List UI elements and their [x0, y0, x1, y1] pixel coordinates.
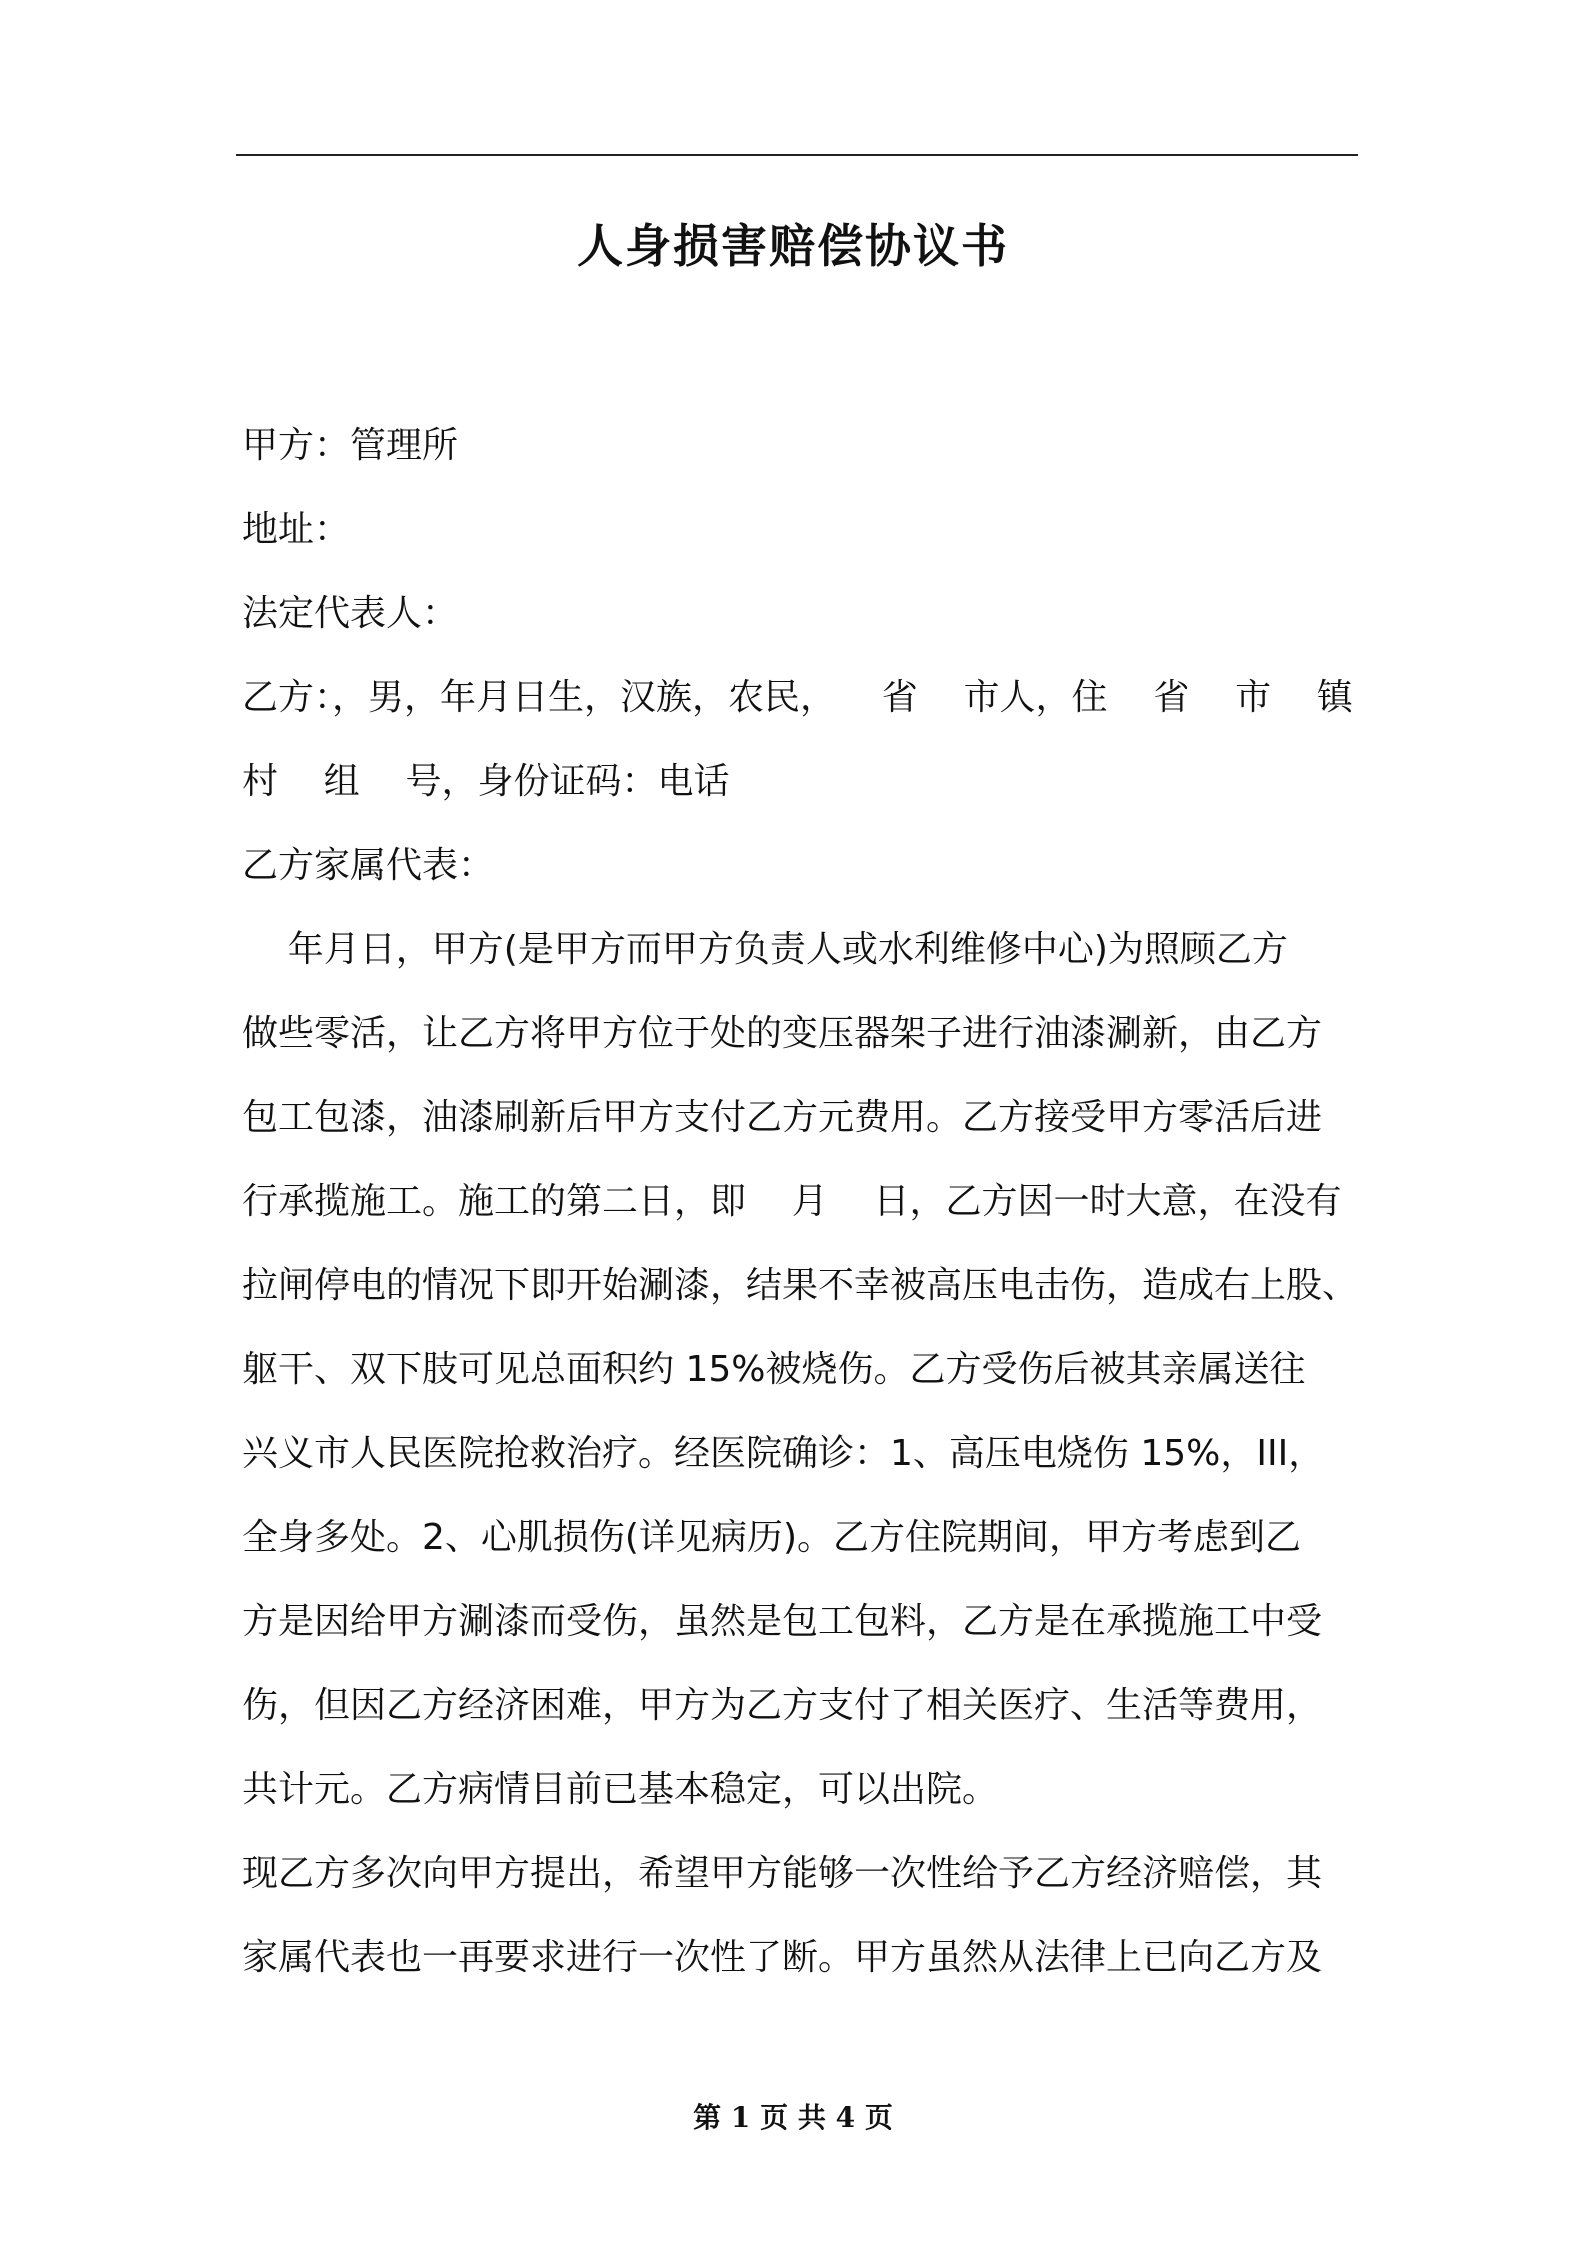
paragraph-line: 拉闸停电的情况下即开始涮漆，结果不幸被高压电击伤，造成右上股、 [242, 1265, 1359, 1306]
paragraph-line: 方是因给甲方涮漆而受伤，虽然是包工包料，乙方是在承揽施工中受 [242, 1601, 1323, 1642]
document-body [242, 404, 1359, 2000]
paragraph-line: 伤，但因乙方经济困难，甲方为乙方支付了相关医疗、生活等费用， [242, 1685, 1323, 1726]
legal-representative-line: 法定代表人： [242, 593, 459, 634]
header-rule [236, 154, 1358, 156]
paragraph-line: 做些零活，让乙方将甲方位于处的变压器架子进行油漆涮新，由乙方 [242, 1013, 1323, 1054]
page-number-footer: 第 1 页 共 4 页 [693, 2101, 893, 2134]
paragraph-line: 年月日，甲方(是甲方而甲方负责人或水利维修中心)为照顾乙方 [242, 929, 1288, 970]
paragraph-line: 家属代表也一再要求进行一次性了断。甲方虽然从法律上已向乙方及 [242, 1937, 1323, 1978]
party-b-family-line: 乙方家属代表： [242, 845, 495, 886]
paragraph-line: 全身多处。2、心肌损伤(详见病历)。乙方住院期间，甲方考虑到乙 [242, 1517, 1301, 1558]
document-title: 人身损害赔偿协议书 [577, 219, 1009, 273]
paragraph-line: 现乙方多次向甲方提出，希望甲方能够一次性给予乙方经济赔偿，其 [242, 1853, 1323, 1894]
paragraph-line: 共计元。乙方病情目前已基本稳定，可以出院。 [242, 1769, 999, 1810]
party-a-line: 甲方：管理所 [242, 425, 459, 466]
paragraph-line: 行承揽施工。施工的第二日，即 月 日，乙方因一时大意，在没有 [242, 1181, 1342, 1222]
party-b-continued-line: 村 组 号，身份证码：电话 [242, 761, 730, 802]
paragraph-line: 兴义市人民医院抢救治疗。经医院确诊：1、高压电烧伤 15%，III， [242, 1433, 1325, 1474]
paragraph-line: 包工包漆，油漆刷新后甲方支付乙方元费用。乙方接受甲方零活后进 [242, 1097, 1323, 1138]
paragraph-line: 躯干、双下肢可见总面积约 15%被烧伤。乙方受伤后被其亲属送往 [242, 1349, 1306, 1390]
address-line: 地址： [242, 509, 351, 550]
party-b-line: 乙方：，男，年月日生，汉族，农民， 省 市人，住 省 市 镇 [242, 677, 1353, 718]
